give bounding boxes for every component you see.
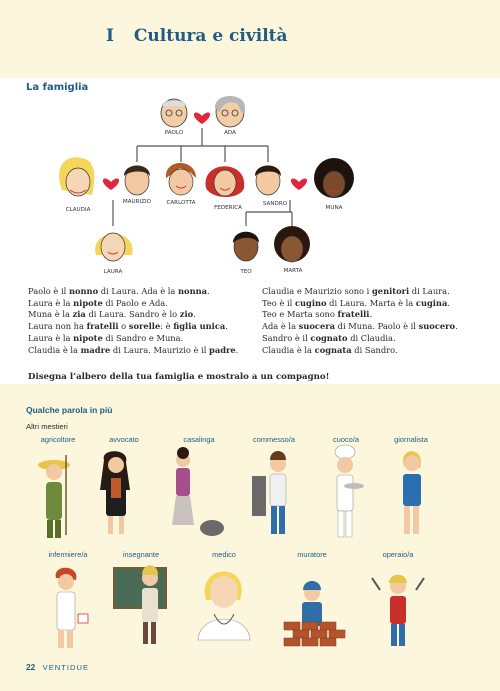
label-marta: MARTA <box>283 268 303 274</box>
label-federica: FEDERICA <box>214 205 242 211</box>
family-sentence <box>28 333 258 345</box>
chapter-heading <box>106 26 288 46</box>
sentence-text: di Laura. Ada è la <box>98 286 179 296</box>
family-sentence <box>28 286 258 298</box>
label-teo: TEO <box>240 269 252 275</box>
job-label: commesso/a <box>253 435 295 444</box>
sentence-text: . <box>447 297 450 308</box>
label-carlotta: CARLOTTA <box>166 200 196 206</box>
family-sentence <box>262 298 498 310</box>
sentence-text: o <box>118 321 129 332</box>
job-label: muratore <box>297 550 327 559</box>
carlotta-avatar <box>166 163 196 195</box>
job-label: casalinga <box>183 435 215 444</box>
job-label: avvocato <box>109 435 139 444</box>
kinship-term: fratelli <box>337 309 370 320</box>
sentence-text: . <box>193 309 196 320</box>
sentence-text: . <box>455 321 458 332</box>
teo-avatar <box>233 232 259 261</box>
chapter-title: Cultura e civiltà <box>133 26 288 46</box>
family-sentence <box>262 286 498 298</box>
claudia-avatar <box>59 157 94 196</box>
kinship-term: zia <box>72 309 86 320</box>
sentence-text: Laura è la <box>28 332 74 343</box>
sentence-text: di Muna. Paolo è il <box>335 321 419 332</box>
laura-avatar <box>95 233 132 261</box>
sentence-text: Claudia è la <box>28 344 81 355</box>
kinship-term: cugina <box>415 297 448 308</box>
kinship-term: nipote <box>73 332 103 343</box>
kinship-term: nipote <box>73 297 103 308</box>
job-label: operaio/a <box>382 550 414 559</box>
kinship-term: genitori <box>371 286 410 296</box>
extra-section-title: Qualche parola in più <box>26 405 113 415</box>
kinship-term: padre <box>209 344 236 355</box>
sentence-text: di Laura. Sandro è lo <box>85 309 180 320</box>
label-muna: MUNA <box>325 205 343 211</box>
heart-icon <box>194 112 210 124</box>
sentence-text: . <box>369 309 373 320</box>
sentence-text: di Laura. Maurizio è il <box>110 344 210 355</box>
jobs-subtitle: Altri mestieri <box>26 422 68 431</box>
family-section-title: La famiglia <box>26 82 89 93</box>
kinship-term: cognata <box>314 344 352 355</box>
sentence-text: . <box>207 286 210 296</box>
kinship-term: suocera <box>298 321 335 332</box>
family-instruction: Disegna l’albero della tua famiglia e mostralo a un compagno! <box>28 372 330 382</box>
sentence-text: Claudia e Maurizio sono i <box>262 286 372 296</box>
sentence-text: di Paolo e Ada. <box>102 297 168 308</box>
job-label: cuoco/a <box>333 435 359 444</box>
sentence-text: Teo è il <box>262 297 295 308</box>
sentence-text: di Laura. <box>409 286 450 296</box>
sentence-text: Ada è la <box>262 321 299 332</box>
chapter-number: I <box>106 26 114 46</box>
kinship-term: figlia unica <box>173 321 226 332</box>
job-label: medico <box>212 550 236 559</box>
sentence-text: . <box>235 344 239 355</box>
label-paolo: PAOLO <box>164 130 184 136</box>
sentence-text: di Sandro e Muna. <box>102 332 184 343</box>
sentence-text: Claudia è la <box>262 344 315 355</box>
family-sentence <box>262 309 498 321</box>
heart-icon <box>103 178 119 190</box>
sentence-text: . <box>225 321 228 332</box>
sentence-text: Laura non ha <box>28 321 87 332</box>
sentence-text: di Claudia. <box>347 332 396 343</box>
job-label: infermiere/a <box>48 550 88 559</box>
family-sentence <box>262 345 498 357</box>
sentence-text: di Sandro. <box>351 344 398 355</box>
family-sentence <box>262 321 498 333</box>
label-maurizio: MAURIZIO <box>122 199 152 205</box>
family-sentence <box>28 321 258 333</box>
kinship-term: sorelle <box>128 321 161 332</box>
kinship-term: fratelli <box>86 321 119 332</box>
page-footer <box>26 662 89 672</box>
sentence-text: Sandro è il <box>262 332 311 343</box>
page-number: 22 <box>26 662 36 672</box>
marta-avatar <box>274 226 310 262</box>
kinship-term: nonna <box>178 286 208 296</box>
family-sentence <box>28 345 258 357</box>
kinship-term: madre <box>80 344 111 355</box>
sentence-text: Muna è la <box>28 309 73 320</box>
job-label: giornalista <box>394 435 428 444</box>
label-ada: ADA <box>224 130 236 136</box>
federica-avatar <box>205 166 244 197</box>
family-sentences-left <box>28 286 258 356</box>
muna-avatar <box>314 158 354 198</box>
sandro-avatar <box>255 166 281 196</box>
sentence-text: Paolo è il <box>28 286 69 296</box>
paolo-avatar <box>161 99 187 127</box>
job-label: insegnante <box>122 550 160 559</box>
kinship-term: cugino <box>294 297 327 308</box>
family-sentence <box>262 333 498 345</box>
sentence-text: Laura è la <box>28 297 74 308</box>
job-label: agricoltore <box>40 435 76 444</box>
kinship-term: suocero <box>418 321 456 332</box>
page-word: VENTIDUE <box>42 663 90 672</box>
family-sentences-right <box>262 286 498 356</box>
sentence-text: di Laura. Marta è la <box>326 297 416 308</box>
ada-avatar <box>215 96 245 127</box>
label-claudia: CLAUDIA <box>65 207 91 213</box>
kinship-term: nonno <box>68 286 99 296</box>
family-sentence <box>28 298 258 310</box>
sentence-text: : è <box>160 321 174 332</box>
family-sentence <box>28 309 258 321</box>
bottom-band <box>0 384 500 691</box>
maurizio-avatar <box>124 166 150 196</box>
kinship-term: cognato <box>310 332 348 343</box>
sentence-text: Teo e Marta sono <box>262 309 338 320</box>
heart-icon <box>291 178 307 190</box>
label-laura: LAURA <box>103 269 123 275</box>
label-sandro: SANDRO <box>262 201 288 207</box>
kinship-term: zio <box>179 309 194 320</box>
